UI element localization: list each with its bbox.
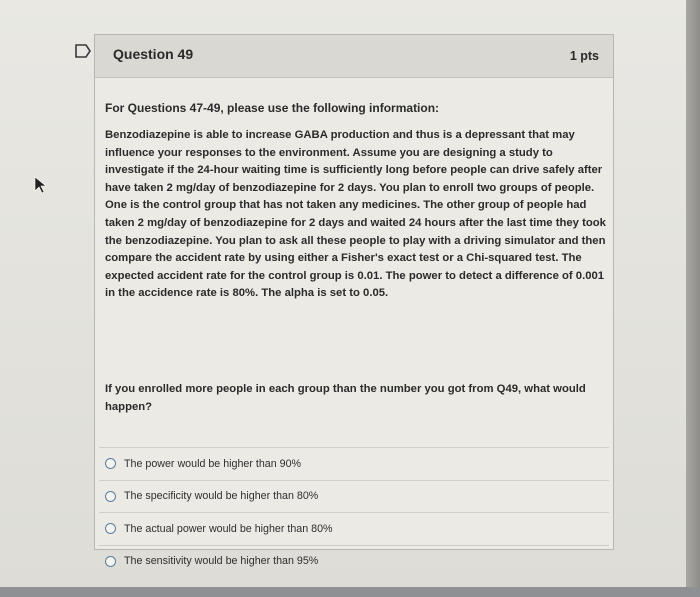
question-prompt: If you enrolled more people in each group than the number you got from Q49, what would happen? — [105, 383, 586, 413]
answer-option-4[interactable] — [99, 545, 609, 578]
question-header — [95, 35, 613, 78]
radio-button[interactable] — [105, 556, 116, 567]
flag-question-icon[interactable] — [74, 43, 92, 59]
answer-label: The sensitivity would be higher than 95% — [124, 555, 319, 568]
question-title: Question 49 — [113, 46, 194, 62]
radio-button[interactable] — [105, 523, 116, 534]
answer-label: The actual power would be higher than 80% — [124, 522, 333, 535]
answer-option-1[interactable] — [99, 447, 609, 480]
monitor-bezel-bottom — [0, 587, 700, 597]
answer-label: The specificity would be higher than 80% — [124, 490, 319, 503]
monitor-bezel-right — [686, 0, 700, 597]
answer-option-3[interactable] — [99, 512, 609, 545]
question-body — [105, 101, 610, 568]
question-intro: For Questions 47-49, please use the following information: — [105, 101, 440, 115]
answer-option-2[interactable] — [99, 480, 609, 513]
question-passage: Benzodiazepine is able to increase GABA production and thus is a depressant that may influence your responses to the environment. Assume you are designing a study to investigate if the 24-hour waiting time is sufficiently long before people can drive safely after have taken 2 mg/day of benzodiazepine for 2 days. You plan to enroll two groups of people. One is the control group that has not taken any medicines. The other group of people had taken 2 mg/day of benzodiazepine for 2 days and waited 24 hours after the last time they took the benzodiazepine. You plan to ask all these people to play with a driving simulator and then compare the accident rate by using either a Fisher's exact test or a Chi-squared test. The expected accident rate for the control group is 0.01. The power to detect a difference of 0.001 in the accidence rate is 80%. The alpha is set to 0.05. — [105, 129, 606, 300]
question-card — [94, 34, 614, 568]
mouse-cursor-icon — [34, 176, 48, 194]
question-points: 1 pts — [569, 49, 599, 63]
radio-button[interactable] — [105, 491, 116, 502]
answer-label: The power would be higher than 90% — [124, 457, 302, 470]
radio-button[interactable] — [105, 458, 116, 469]
answer-list — [99, 447, 609, 577]
